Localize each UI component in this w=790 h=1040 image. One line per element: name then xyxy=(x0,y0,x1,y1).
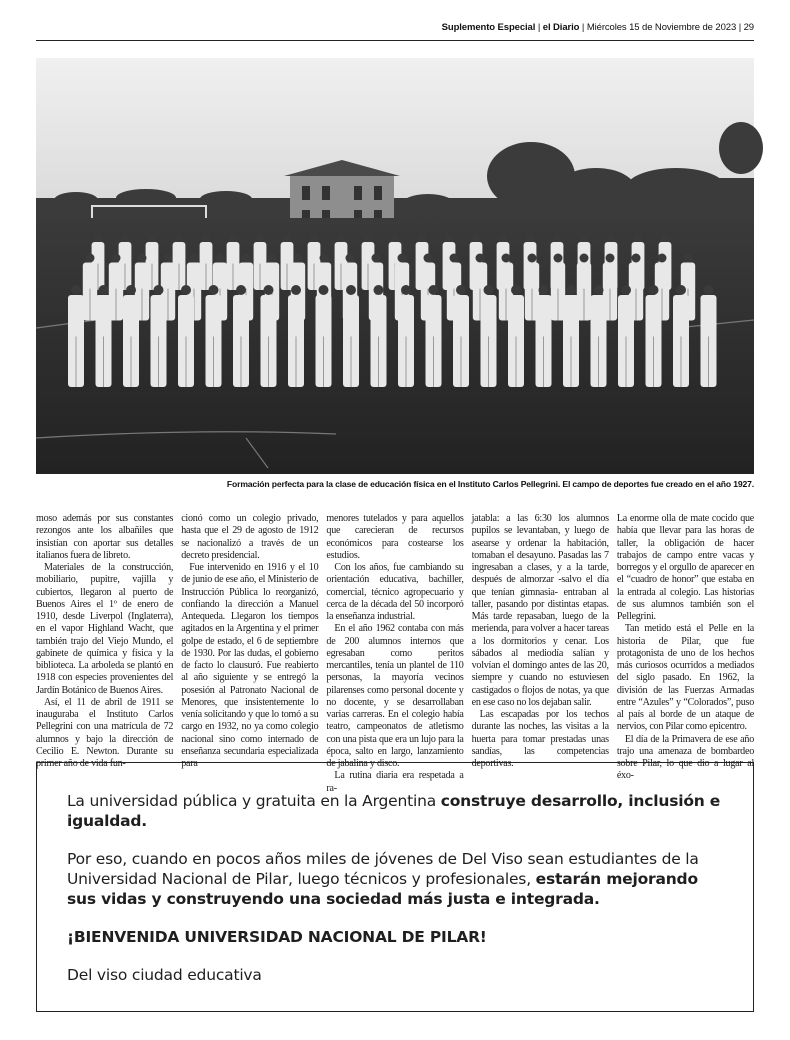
article-paragraph: Materiales de la construcción, mobiliario, pupitre, vajilla y cubiertos, llegaron al puerto de Buenos Aires el 1º de enero de 1910, desde Liverpol (Inglaterra), en el vapor Highland Wacht, que también trajo del Viejo Mundo, el gabinete de química y física y la biblioteca. La arboleda se plantó en 1918 con especies provenientes del Jardín Botánico de Buenos Aires. xyxy=(36,562,174,696)
student-figure xyxy=(553,234,561,242)
article-paragraph: cionó como un colegio privado, hasta que el 29 de agosto de 1912 se nacionalizó a través de un decreto presidencial. xyxy=(181,513,319,561)
ad-paragraph-2 xyxy=(67,849,723,909)
text-column-1 xyxy=(36,513,174,769)
student-figure xyxy=(364,234,372,242)
header-rule xyxy=(36,40,754,41)
student-figure xyxy=(264,285,274,295)
student-figure xyxy=(566,285,576,295)
student-figure xyxy=(621,285,631,295)
student-figure xyxy=(539,285,549,295)
ad-headline: ¡BIENVENIDA UNIVERSIDAD NACIONAL DE PILAR! xyxy=(67,928,487,946)
text-column-3 xyxy=(326,513,464,794)
article-paragraph: Con los años, fue cambiando su orientación educativa, bachiller, comercial, técnico agropecuario y cerca de la década del 50 incorporó la enseñanza industrial. xyxy=(326,562,464,622)
ad-text: Por eso, cuando en pocos años miles de jóvenes de Del Viso sean estudiantes de la Universidad Nacional de Pilar, luego técnicos y profesionales, xyxy=(67,850,699,888)
student-figure xyxy=(676,285,686,295)
student-figure xyxy=(175,234,183,242)
student-figure xyxy=(398,254,407,263)
page-header xyxy=(36,22,754,40)
student-figure xyxy=(209,285,219,295)
student-figure xyxy=(528,254,537,263)
student-figure xyxy=(391,234,399,242)
article-paragraph: La rutina diaria era respetada a ra- xyxy=(326,770,464,794)
student-figure xyxy=(181,285,191,295)
student-figure xyxy=(704,285,714,295)
ad-signature: Del viso ciudad educativa xyxy=(67,966,262,984)
student-figure xyxy=(148,234,156,242)
supplement-label: Suplemento Especial xyxy=(441,22,536,33)
student-figure xyxy=(661,234,669,242)
student-figure xyxy=(320,254,329,263)
student-figure xyxy=(216,254,225,263)
student-figure xyxy=(256,234,264,242)
student-figure xyxy=(202,234,210,242)
ad-bold-text: construye desarrollo, inclusión e igualdad. xyxy=(67,792,721,830)
ad-paragraph-1 xyxy=(67,791,723,831)
header-separator: | xyxy=(537,22,543,33)
article-paragraph: En el año 1962 contaba con más de 200 alumnos internos que egresaban como peritos mercantiles, tenía un plantel de 110 personas, la mayoría vecinos pilarenses como personal docente y no docente, y se desarrollaban varias carreras. En el colegio había teatro, campeonatos de atletismo con una pista que era un lujo para la época, salto en largo, lanzamiento de jabalina y disco. xyxy=(326,623,464,769)
student-figure xyxy=(268,254,277,263)
article-paragraph: moso además por sus constantes rezongos ante los albañiles que insistían con aportar sus detalles italianos fuera de libreto. xyxy=(36,513,174,561)
student-figure xyxy=(190,254,199,263)
student-figure xyxy=(502,254,511,263)
ad-bold-text: estarán mejorando sus vidas y construyendo una sociedad más justa e integrada. xyxy=(67,870,698,908)
student-figure xyxy=(526,234,534,242)
student-figure xyxy=(658,254,667,263)
article-paragraph: Fue intervenido en 1916 y el 10 de junio de ese año, el Ministerio de Instrucción Pública lo reorganizó, confiando la dirección a Manuel Antequeda. Llegaron los tiempos agitados en la Argentina y el primer golpe de estado, el 6 de septiembre de 1930. Por las dudas, el gobierno de facto lo clausuró. Fue reabierto al año siguiente y se entregó la posesión al Patronato Nacional de Menores, que insistentemente lo venía solicitando y que lo tomó a su cargo en 1932, no ya como colegio nacional sino como internado de enseñanza secundaria especializada para xyxy=(181,562,319,769)
article-paragraph: Tan metido está el Pelle en la historia de Pilar, que fue protagonista de uno de los hechos más curiosos ocurridos a mediados del siglo pasado. En 1962, la división de las Fuerzas Armadas entre “Azules” y “Colorados”, puso al país al borde de un ataque de nervios, con Pilar como epicentro. xyxy=(616,623,755,733)
text-column-5 xyxy=(616,513,755,782)
article-paragraph: Las escapadas por los techos durante las noches, las visitas a la huerta para tomar prestadas unas sandías, las competencias deportivas. xyxy=(471,709,609,769)
article-paragraph: El día de la Primavera de ese año trajo una amenaza de bombardeo sobre Pilar, lo que dio a lugar al éxo- xyxy=(616,733,755,782)
student-figure xyxy=(319,285,329,295)
issue-date: Miércoles 15 de Noviembre de 2023 xyxy=(586,22,737,33)
student-figure xyxy=(445,234,453,242)
student-figure xyxy=(294,254,303,263)
student-figure xyxy=(594,285,604,295)
student-figure xyxy=(606,254,615,263)
student-figure xyxy=(242,254,251,263)
student-figure xyxy=(684,254,693,263)
paper-name: el Diario xyxy=(542,22,580,33)
student-figure xyxy=(337,234,345,242)
article-body xyxy=(36,513,755,794)
student-figure xyxy=(580,234,588,242)
student-figure xyxy=(291,285,301,295)
student-figure xyxy=(94,234,102,242)
student-figure xyxy=(121,234,129,242)
student-figure xyxy=(429,285,439,295)
student-figure xyxy=(236,285,246,295)
student-figure xyxy=(484,285,494,295)
student-figure xyxy=(112,254,121,263)
student-figure xyxy=(476,254,485,263)
student-figure xyxy=(374,285,384,295)
student-figure xyxy=(138,254,147,263)
student-figure xyxy=(283,234,291,242)
article-paragraph: La enorme olla de mate cocido que había que llevar para las horas de taller, la obligación de hacer trabajos de campo entre vacas y borregos y el orgullo de aparecer en el “cuadro de honor” que estaba en la entrada al colegio. Las historias de sus alumnos también son el Pellegrini. xyxy=(616,513,755,622)
student-figure xyxy=(154,285,164,295)
student-figure xyxy=(346,285,356,295)
university-advertisement xyxy=(36,762,754,1012)
student-figure xyxy=(99,285,109,295)
student-figure xyxy=(607,234,615,242)
student-figure xyxy=(418,234,426,242)
student-figure xyxy=(511,285,521,295)
article-paragraph: jatabla: a las 6:30 los alumnos pupilos se levantaban, y luego de asearse y ordenar la habitación, tomaban el desayuno. Pasadas las 7 ingresaban a clases, y a la tarde, después de almorzar -salvo el día que tenían gimnasia- entraban al taller, pasando por distintas etapas. Más tarde repasaban, luego de la merienda, para volver a hacer tareas a los dormitorios y cenar. Los sábados al mediodía salían y volvían el domingo antes de las 20, siempre y cuando no estuviesen castigados o flojos de notas, ya que en ese caso no los dejaban salir. xyxy=(471,513,609,708)
student-figure xyxy=(126,285,136,295)
student-figure xyxy=(424,254,433,263)
student-figure xyxy=(346,254,355,263)
student-figure xyxy=(310,234,318,242)
page-number: 29 xyxy=(743,22,754,33)
student-figure xyxy=(71,285,81,295)
article-paragraph: Así, el 11 de abril de 1911 se inauguraba el Instituto Carlos Pellegrini con una matrícula de 72 alumnos y bajo la dirección de Cecilio E. Newton. Durante su primer año de vida fun- xyxy=(36,696,174,769)
student-figure xyxy=(164,254,173,263)
student-figure xyxy=(554,254,563,263)
header-separator: | xyxy=(738,22,744,33)
photo-caption: Formación perfecta para la clase de educación física en el Instituto Carlos Pellegrini. El campo de deportes fue creado en el año 1927. xyxy=(226,479,754,489)
student-figure xyxy=(401,285,411,295)
header-separator: | xyxy=(581,22,587,33)
text-column-2 xyxy=(181,513,319,769)
student-figure xyxy=(649,285,659,295)
photo-illustration xyxy=(36,58,754,474)
text-column-4 xyxy=(471,513,609,769)
student-figure xyxy=(632,254,641,263)
student-figure xyxy=(450,254,459,263)
student-figure xyxy=(86,254,95,263)
student-figure xyxy=(372,254,381,263)
student-figure xyxy=(634,234,642,242)
ad-text: La universidad pública y gratuita en la Argentina xyxy=(67,792,441,810)
student-figure xyxy=(456,285,466,295)
student-figure xyxy=(580,254,589,263)
student-figure xyxy=(499,234,507,242)
historic-photo xyxy=(36,58,754,474)
student-figure xyxy=(472,234,480,242)
student-figure xyxy=(229,234,237,242)
article-paragraph: menores tutelados y para aquellos que carecieran de recursos económicos para costearse los estudios. xyxy=(326,513,464,561)
